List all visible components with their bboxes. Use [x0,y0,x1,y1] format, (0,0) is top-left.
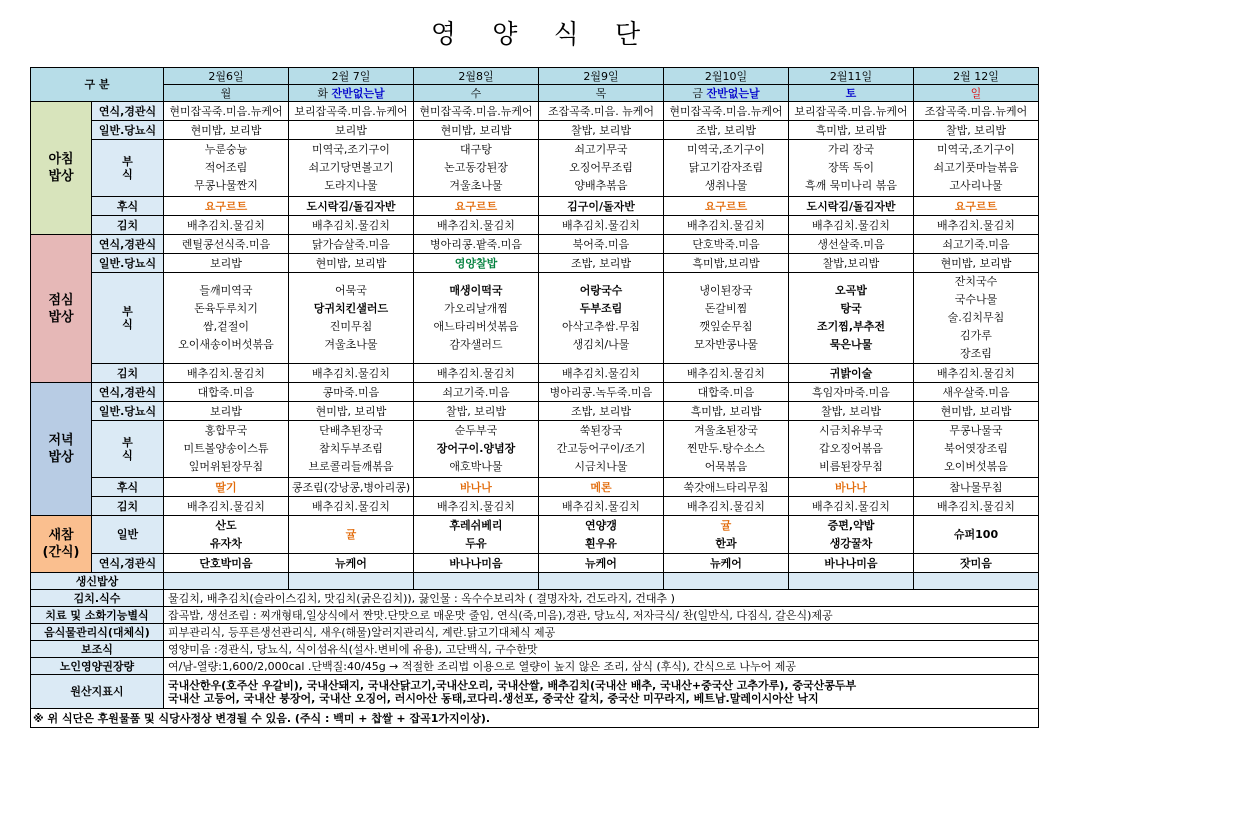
date-header: 2월9일 [539,68,664,85]
side-dish: 쇠고기풋마늘볶음 [933,161,1019,174]
breakfast-porridge-cell: 조잡곡죽.미음. 뉴케어 [539,102,664,121]
lunch-rice-cell: 현미밥, 보리밥 [289,254,414,273]
lunch-porridge-cell: 닭가슴살죽.미음 [289,235,414,254]
lunch-rice-cell: 조밥, 보리밥 [539,254,664,273]
footer-row-text: 여/남-열량:1,600/2,000cal .단백질:40/45g → 적절한 조리법 이용으로 열량이 높지 않은 조리, 삼식 (후식), 간식으로 나누어 제공 [164,658,1039,675]
date-header: 2월11일 [789,68,914,85]
breakfast-kimchi-cell: 배추김치.물김치 [914,216,1039,235]
lunch-side-dishes-cell [914,273,1039,364]
snack-item: 두유 [465,536,487,550]
snack-porridge-cell: 단호박미음 [164,554,289,573]
footer-row-text: 피부관리식, 등푸른생선관리식, 새우(해물)알러지관리식, 계란.닭고기대체식 제공 [164,624,1039,641]
lunch-rice-cell: 보리밥 [164,254,289,273]
breakfast-rice-cell: 찰밥, 보리밥 [539,121,664,140]
dinner-kimchi-label: 김치 [92,497,164,516]
dinner-porridge-cell: 흑임자마죽.미음 [789,383,914,402]
dinner-rice-cell: 보리밥 [164,402,289,421]
side-dish: 논고동강된장 [444,161,508,174]
lunch-kimchi-cell: 배추김치.물김치 [914,364,1039,383]
lunch-porridge-cell: 쇠고기죽.미음 [914,235,1039,254]
dinner-porridge-cell: 쇠고기죽.미음 [414,383,539,402]
snack-item: 한과 [715,536,737,550]
snack-porridge-cell: 뉴케어 [664,554,789,573]
side-dish: 냉이된장국 [699,284,753,297]
snack-item: 귤 [720,518,732,532]
birthday-meal-label: 생신밥상 [31,573,164,590]
breakfast-label-line1: 아침 [48,152,74,167]
side-dish: 감자샐러드 [449,338,503,351]
side-dish: 탕국 [840,302,862,315]
dinner-label-line1: 저녁 [48,433,74,448]
breakfast-rice-label: 일반.당뇨식 [92,121,164,140]
breakfast-dessert-cell: 도시락김/돌김자반 [289,197,414,216]
breakfast-side-dishes-cell [414,140,539,197]
breakfast-side-dishes-cell [914,140,1039,197]
dinner-dessert-label: 후식 [92,478,164,497]
side-dish: 북어엿장조림 [944,442,1008,455]
breakfast-rice-cell: 현미밥, 보리밥 [414,121,539,140]
breakfast-kimchi-cell: 배추김치.물김치 [164,216,289,235]
snack-general-cell [539,516,664,554]
dinner-kimchi-cell: 배추김치.물김치 [664,497,789,516]
breakfast-kimchi-cell: 배추김치.물김치 [289,216,414,235]
lunch-porridge-label: 연식,경관식 [92,235,164,254]
snack-item: 산도 [215,518,237,532]
dinner-rice-cell: 찰밥, 보리밥 [789,402,914,421]
dinner-dessert-cell: 콩조림(강낭콩,병아리콩) [289,478,414,497]
breakfast-dessert-label: 후식 [92,197,164,216]
menu-change-note: ※ 위 식단은 후원물품 및 식당사정상 변경될 수 있음. (주식 : 백미 + 찹쌀 + 잡곡1가지이상). [31,709,1039,728]
snack-item: 증편,약밥 [827,518,875,532]
gubun-header: 구 분 [31,68,164,102]
side-dish: 참치두부조림 [319,442,383,455]
footer-row-label: 노인영양권장량 [31,658,164,675]
dinner-rice-label: 일반.당뇨식 [92,402,164,421]
lunch-rice-cell: 현미밥, 보리밥 [914,254,1039,273]
lunch-side-label [92,273,164,364]
snack-general-cell [664,516,789,554]
side-label-1: 부 [122,305,133,318]
breakfast-dessert-cell: 요구르트 [914,197,1039,216]
side-dish: 아삭고추쌈.무침 [562,320,640,333]
page-title: 영 양 식 단 [430,20,655,50]
dinner-rice-cell: 찰밥, 보리밥 [414,402,539,421]
breakfast-side-dishes-cell [289,140,414,197]
weekday-header [664,85,789,102]
dinner-side-dishes-cell [414,421,539,478]
snack-general-cell [289,516,414,554]
breakfast-rice-cell: 현미밥, 보리밥 [164,121,289,140]
side-label-2: 식 [122,449,133,462]
snack-item: 유자차 [210,536,242,550]
side-dish: 대구탕 [460,143,492,156]
side-dish: 묵은나물 [829,338,873,351]
side-dish: 가리 장국 [827,143,874,156]
dinner-dessert-cell: 딸기 [164,478,289,497]
snack-porridge-label: 연식,경관식 [92,554,164,573]
snack-general-label: 일반 [92,516,164,554]
side-dish: 닭고기감자조림 [688,161,764,174]
side-dish: 깻잎순무침 [699,320,753,333]
lunch-kimchi-cell: 귀밝이술 [789,364,914,383]
dinner-side-dishes-cell [664,421,789,478]
side-dish: 모자반콩나물 [694,338,758,351]
footer-row-text: 영양미음 :경관식, 당뇨식, 식이섬유식(설사.변비에 유용), 고단백식, 구수한맛 [164,641,1039,658]
footer-row-label: 음식물관리식(대체식) [31,624,164,641]
date-header: 2월6일 [164,68,289,85]
weekday-header [414,85,539,102]
lunch-kimchi-cell: 배추김치.물김치 [664,364,789,383]
lunch-section-label [31,235,92,383]
side-dish: 조기찜,부추전 [817,320,885,333]
side-dish: 쇠고기무국 [574,143,628,156]
weekday-label: 목 [595,86,607,100]
snack-general-cell [914,516,1039,554]
breakfast-dessert-cell: 요구르트 [664,197,789,216]
dinner-label-line2: 밥상 [48,450,74,465]
weekday-header [289,85,414,102]
lunch-side-dishes-cell [414,273,539,364]
breakfast-rice-cell: 보리밥 [289,121,414,140]
date-header: 2월 12일 [914,68,1039,85]
birthday-meal-cell [414,573,539,590]
no-leftover-day-label: 잔반없는날 [331,86,385,100]
dinner-dessert-cell: 메론 [539,478,664,497]
breakfast-porridge-label: 연식,경관식 [92,102,164,121]
lunch-side-dishes-cell [664,273,789,364]
origin-line-2: 국내산 고등어, 국내산 붕장어, 국내산 오징어, 러시아산 동태,코다리.생선포, 중국산 갈치, 중국산 미꾸라지, 베트남.말레이시아산 낙지 [168,691,819,705]
side-dish: 찐만두.탕수소스 [687,442,765,455]
side-dish: 돈육두루치기 [194,302,258,315]
snack-porridge-cell: 뉴케어 [539,554,664,573]
side-dish: 장조림 [960,347,992,360]
footer-row-label: 김치.식수 [31,590,164,607]
breakfast-section-label [31,102,92,235]
birthday-meal-cell [289,573,414,590]
weekday-header [164,85,289,102]
side-dish: 브로콜리들깨볶음 [308,460,394,473]
dinner-kimchi-cell: 배추김치.물김치 [914,497,1039,516]
side-dish: 간고등어구이/조기 [556,442,646,455]
snack-label-line1: 새참 [48,528,74,543]
lunch-kimchi-cell: 배추김치.물김치 [289,364,414,383]
origin-line-1: 국내산한우(호주산 우갈비), 국내산돼지, 국내산닭고기,국내산오리, 국내산쌀, 배추김치(국내산 배추, 국내산+중국산 고추가루), 중국산콩두부 [168,678,857,692]
side-dish: 진미무침 [329,320,373,333]
breakfast-kimchi-label: 김치 [92,216,164,235]
footer-row-label: 치료 및 소화기능별식 [31,607,164,624]
birthday-meal-cell [914,573,1039,590]
breakfast-side-dishes-cell [539,140,664,197]
side-dish: 쇠고기당면볼고기 [308,161,394,174]
side-dish: 무콩나물국 [949,424,1003,437]
footer-row-text: 물김치, 배추김치(슬라이스김치, 맛김치(굵은김치)), 끓인물 : 옥수수보리차 ( 결명자차, 건도라지, 건대추 ) [164,590,1039,607]
side-dish: 국수나물 [954,293,998,306]
side-dish: 두부조림 [579,302,623,315]
dinner-rice-cell: 흑미밥, 보리밥 [664,402,789,421]
snack-porridge-cell: 바나나미음 [414,554,539,573]
breakfast-kimchi-cell: 배추김치.물김치 [789,216,914,235]
side-dish: 쌈,겉절이 [202,320,249,333]
snack-label-line2: (간식) [42,545,80,560]
snack-section-label [31,516,92,573]
dinner-porridge-cell: 콩마죽.미음 [289,383,414,402]
dinner-rice-cell: 현미밥, 보리밥 [289,402,414,421]
weekday-label: 토 [845,86,857,100]
lunch-porridge-cell: 병아리콩.팥죽.미음 [414,235,539,254]
snack-general-cell [789,516,914,554]
side-dish: 도라지나물 [324,179,378,192]
weekday-label: 일 [970,86,982,100]
dinner-section-label [31,383,92,516]
breakfast-dessert-cell: 요구르트 [164,197,289,216]
snack-general-cell [414,516,539,554]
lunch-rice-label: 일반.당뇨식 [92,254,164,273]
lunch-kimchi-cell: 배추김치.물김치 [414,364,539,383]
lunch-side-dishes-cell [164,273,289,364]
weekday-header [914,85,1039,102]
lunch-rice-cell: 영양찰밥 [414,254,539,273]
weekday-prefix: 화 [317,86,332,100]
snack-porridge-cell: 바나나미음 [789,554,914,573]
side-dish: 쑥된장국 [579,424,623,437]
snack-general-cell [164,516,289,554]
dinner-porridge-cell: 대합죽.미음 [164,383,289,402]
side-dish: 겨울초나물 [324,338,378,351]
breakfast-porridge-cell: 조잡곡죽.미음.뉴케어 [914,102,1039,121]
side-dish: 당귀치킨샐러드 [313,302,389,315]
breakfast-dessert-cell: 도시락김/돌김자반 [789,197,914,216]
side-dish: 비름된장무침 [819,460,883,473]
side-dish: 순두부국 [454,424,498,437]
dinner-side-dishes-cell [789,421,914,478]
weekday-header [539,85,664,102]
lunch-porridge-cell: 북어죽.미음 [539,235,664,254]
breakfast-kimchi-cell: 배추김치.물김치 [539,216,664,235]
breakfast-side-label [92,140,164,197]
dinner-dessert-cell: 바나나 [414,478,539,497]
breakfast-kimchi-cell: 배추김치.물김치 [414,216,539,235]
snack-item: 귤 [345,527,357,541]
breakfast-label-line2: 밥상 [48,169,74,184]
weekday-label: 수 [470,86,482,100]
breakfast-dessert-cell: 요구르트 [414,197,539,216]
side-dish: 미역국,조기구이 [687,143,765,156]
breakfast-porridge-cell: 현미잡곡죽.미음.뉴케어 [664,102,789,121]
origin-text [164,675,1039,709]
snack-item: 슈퍼100 [953,527,999,541]
side-dish: 적어조림 [204,161,248,174]
side-dish: 겨울초된장국 [694,424,758,437]
side-dish: 술.김치무침 [947,311,1005,324]
dinner-side-dishes-cell [289,421,414,478]
side-label-1: 부 [122,155,133,168]
dinner-side-label [92,421,164,478]
dinner-rice-cell: 현미밥, 보리밥 [914,402,1039,421]
side-dish: 단배추된장국 [319,424,383,437]
no-leftover-day-label: 잔반없는날 [706,86,760,100]
lunch-kimchi-cell: 배추김치.물김치 [164,364,289,383]
side-dish: 누룬숭늉 [204,143,248,156]
side-dish: 시금치나물 [574,460,628,473]
side-dish: 오이버섯볶음 [944,460,1008,473]
dinner-dessert-cell: 참나물무침 [914,478,1039,497]
dinner-kimchi-cell: 배추김치.물김치 [414,497,539,516]
side-dish: 잎머위된장무침 [188,460,264,473]
breakfast-porridge-cell: 현미잡곡죽.미음.뉴케어 [414,102,539,121]
lunch-rice-cell: 흑미밥,보리밥 [664,254,789,273]
side-label-2: 식 [122,318,133,331]
side-dish: 미역국,조기구이 [312,143,390,156]
side-dish: 오곡밥 [835,284,867,297]
side-dish: 갑오징어볶음 [819,442,883,455]
dinner-kimchi-cell: 배추김치.물김치 [789,497,914,516]
side-dish: 애느타리버섯볶음 [433,320,519,333]
lunch-rice-cell: 찰밥,보리밥 [789,254,914,273]
side-dish: 잔치국수 [954,275,998,288]
snack-porridge-cell: 뉴케어 [289,554,414,573]
side-dish: 흑깨 묵미나리 볶음 [804,179,897,192]
breakfast-side-dishes-cell [664,140,789,197]
dinner-rice-cell: 조밥, 보리밥 [539,402,664,421]
side-dish: 장어구이.양념장 [436,442,516,455]
breakfast-porridge-cell: 보리잡곡죽.미음.뉴케어 [289,102,414,121]
birthday-meal-cell [664,573,789,590]
side-dish: 오징어무조림 [569,161,633,174]
side-dish: 양배추볶음 [574,179,628,192]
dinner-porridge-cell: 대합죽.미음 [664,383,789,402]
weekday-label: 월 [220,86,232,100]
breakfast-porridge-cell: 현미잡곡죽.미음.뉴케어 [164,102,289,121]
side-dish: 겨울초나물 [449,179,503,192]
lunch-kimchi-label: 김치 [92,364,164,383]
dinner-kimchi-cell: 배추김치.물김치 [539,497,664,516]
side-dish: 미트볼양송이스튜 [183,442,269,455]
dinner-dessert-cell: 바나나 [789,478,914,497]
side-dish: 들깨미역국 [199,284,253,297]
weekday-prefix: 금 [692,86,707,100]
breakfast-side-dishes-cell [164,140,289,197]
side-dish: 가오리날개찜 [444,302,508,315]
snack-item: 연양갱 [585,518,617,532]
date-header: 2월8일 [414,68,539,85]
weekday-header [789,85,914,102]
side-dish: 생취나물 [704,179,748,192]
breakfast-dessert-cell: 김구이/돌자반 [539,197,664,216]
footer-row-label: 보조식 [31,641,164,658]
lunch-porridge-cell: 단호박죽.미음 [664,235,789,254]
dinner-kimchi-cell: 배추김치.물김치 [289,497,414,516]
side-dish: 김가루 [960,329,992,342]
dinner-kimchi-cell: 배추김치.물김치 [164,497,289,516]
lunch-kimchi-cell: 배추김치.물김치 [539,364,664,383]
date-header: 2월 7일 [289,68,414,85]
meal-plan-table [30,67,1039,728]
dinner-dessert-cell: 쑥갓애느타리무침 [664,478,789,497]
dinner-side-dishes-cell [914,421,1039,478]
side-label-2: 식 [122,168,133,181]
lunch-label-line1: 점심 [48,292,74,308]
side-dish: 어묵국 [335,284,367,297]
breakfast-rice-cell: 흑미밥, 보리밥 [789,121,914,140]
breakfast-kimchi-cell: 배추김치.물김치 [664,216,789,235]
origin-label: 원산지표시 [31,675,164,709]
breakfast-side-dishes-cell [789,140,914,197]
snack-item: 후레쉬베리 [449,518,503,532]
snack-item: 흰우유 [585,536,617,550]
lunch-porridge-cell: 렌틸콩선식죽.미음 [164,235,289,254]
dinner-side-dishes-cell [539,421,664,478]
side-dish: 고사리나물 [949,179,1003,192]
lunch-side-dishes-cell [539,273,664,364]
lunch-side-dishes-cell [289,273,414,364]
footer-row-text: 잡곡밥, 생선조림 : 찌개형태,일상식에서 짠맛.단맛으로 매운맛 줄임, 연식(죽,미음),경관, 당뇨식, 저자극식/ 찬(일반식, 다짐식, 갈은식)제공 [164,607,1039,624]
side-dish: 매생이떡국 [449,284,503,297]
side-dish: 시금치유부국 [819,424,883,437]
dinner-porridge-cell: 새우살죽.미음 [914,383,1039,402]
side-dish: 어묵볶음 [704,460,748,473]
side-dish: 애호박나물 [449,460,503,473]
side-dish: 미역국,조기구이 [937,143,1015,156]
dinner-side-dishes-cell [164,421,289,478]
breakfast-rice-cell: 조밥, 보리밥 [664,121,789,140]
side-dish: 홍합무국 [204,424,248,437]
side-dish: 오이새송이버섯볶음 [178,338,274,351]
breakfast-rice-cell: 찰밥, 보리밥 [914,121,1039,140]
side-dish: 돈갈비찜 [704,302,748,315]
date-header: 2월10일 [664,68,789,85]
birthday-meal-cell [164,573,289,590]
dinner-porridge-cell: 병아리콩.녹두죽.미음 [539,383,664,402]
snack-porridge-cell: 잣미음 [914,554,1039,573]
side-label-1: 부 [122,436,133,449]
lunch-side-dishes-cell [789,273,914,364]
side-dish: 어랑국수 [579,284,623,297]
dinner-porridge-label: 연식,경관식 [92,383,164,402]
lunch-label-line2: 밥상 [48,309,74,325]
birthday-meal-cell [539,573,664,590]
snack-item: 생강꿀차 [829,536,873,550]
side-dish: 무콩나물짠지 [194,179,258,192]
side-dish: 생김치/나물 [572,338,630,351]
lunch-porridge-cell: 생선살죽.미음 [789,235,914,254]
breakfast-porridge-cell: 보리잡곡죽.미음.뉴케어 [789,102,914,121]
side-dish: 장똑 독이 [827,161,874,174]
birthday-meal-cell [789,573,914,590]
